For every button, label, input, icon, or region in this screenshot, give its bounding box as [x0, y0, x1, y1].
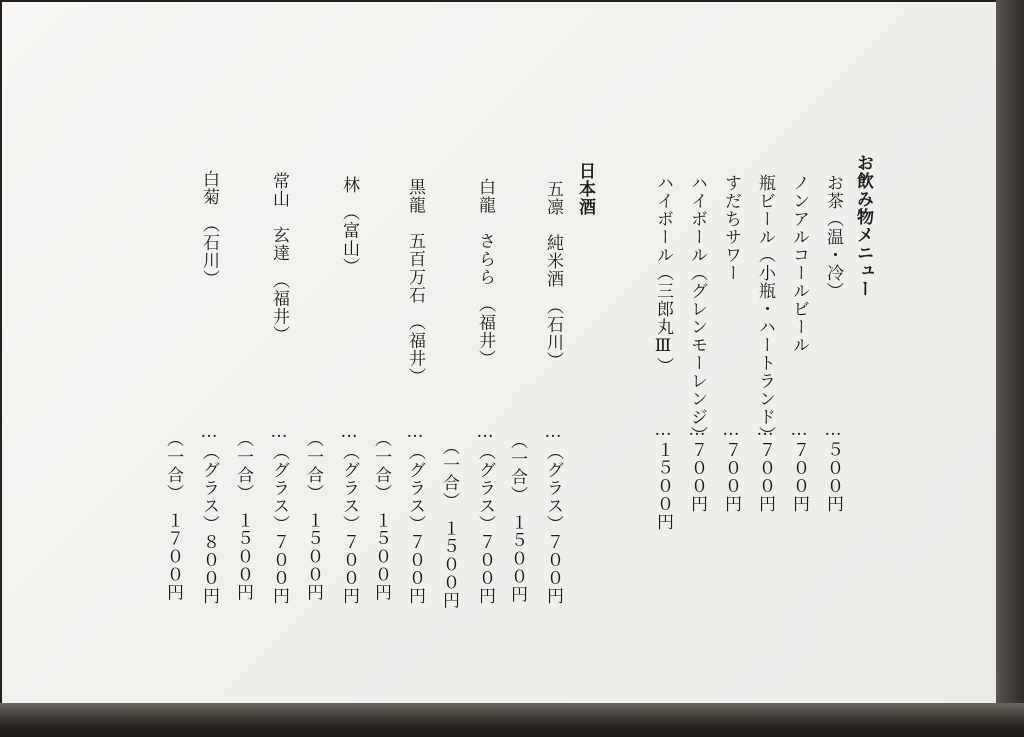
drink-price: …７００円 [789, 420, 809, 513]
sake-name: 白龍 さらら （福井） [475, 178, 495, 368]
photo-edge-bottom [0, 703, 1024, 737]
sake-go-price: （一合） １５００円 [371, 430, 391, 602]
sake-glass-price: …（グラス）８００円 [199, 422, 219, 605]
sake-go-price: （一合） １５００円 [507, 432, 527, 604]
sake-glass-price: …（グラス）７００円 [405, 422, 425, 605]
sake-go-price: （一合） １７００円 [163, 430, 183, 602]
sake-heading: 日本酒 [575, 162, 595, 216]
sake-name: 五凛 純米酒 （石川） [543, 180, 563, 370]
drink-name: ハイボール（三郎丸Ⅲ） [653, 174, 673, 375]
sake-glass-price: …（グラス）７００円 [269, 422, 289, 605]
drink-name: ハイボール（グレンモーレンジ） [687, 174, 707, 444]
sake-go-price: （一合） １５００円 [303, 430, 323, 602]
sake-go-price: （一合） １５００円 [439, 438, 459, 610]
sake-name: 常山 玄達 （福井） [269, 172, 289, 344]
drink-price: …５００円 [823, 420, 843, 513]
sake-name: 林 （富山） [339, 176, 359, 276]
drink-name: すだちサワー [721, 174, 741, 282]
drink-price: …７００円 [755, 420, 775, 513]
drink-price: …７００円 [721, 420, 741, 513]
photo-edge-right [996, 0, 1024, 737]
menu-title: お飲み物メニュー [853, 154, 873, 298]
menu-sheet [2, 2, 1010, 714]
sake-glass-price: …（グラス）７００円 [339, 422, 359, 605]
drink-name: お茶（温・冷） [823, 174, 843, 300]
sake-go-price: （一合） １５００円 [233, 430, 253, 602]
drink-name: 瓶ビール（小瓶・ハートランド） [755, 174, 775, 444]
drink-price: …７００円 [687, 420, 707, 513]
sake-name: 黒龍 五百万石 （福井） [405, 178, 425, 386]
drink-price: …１５００円 [653, 420, 673, 531]
sake-glass-price: …（グラス）７００円 [543, 422, 563, 605]
sake-glass-price: …（グラス）７００円 [475, 422, 495, 605]
sake-name: 白菊 （石川） [199, 170, 219, 288]
drink-name: ノンアルコールビール [789, 174, 809, 354]
